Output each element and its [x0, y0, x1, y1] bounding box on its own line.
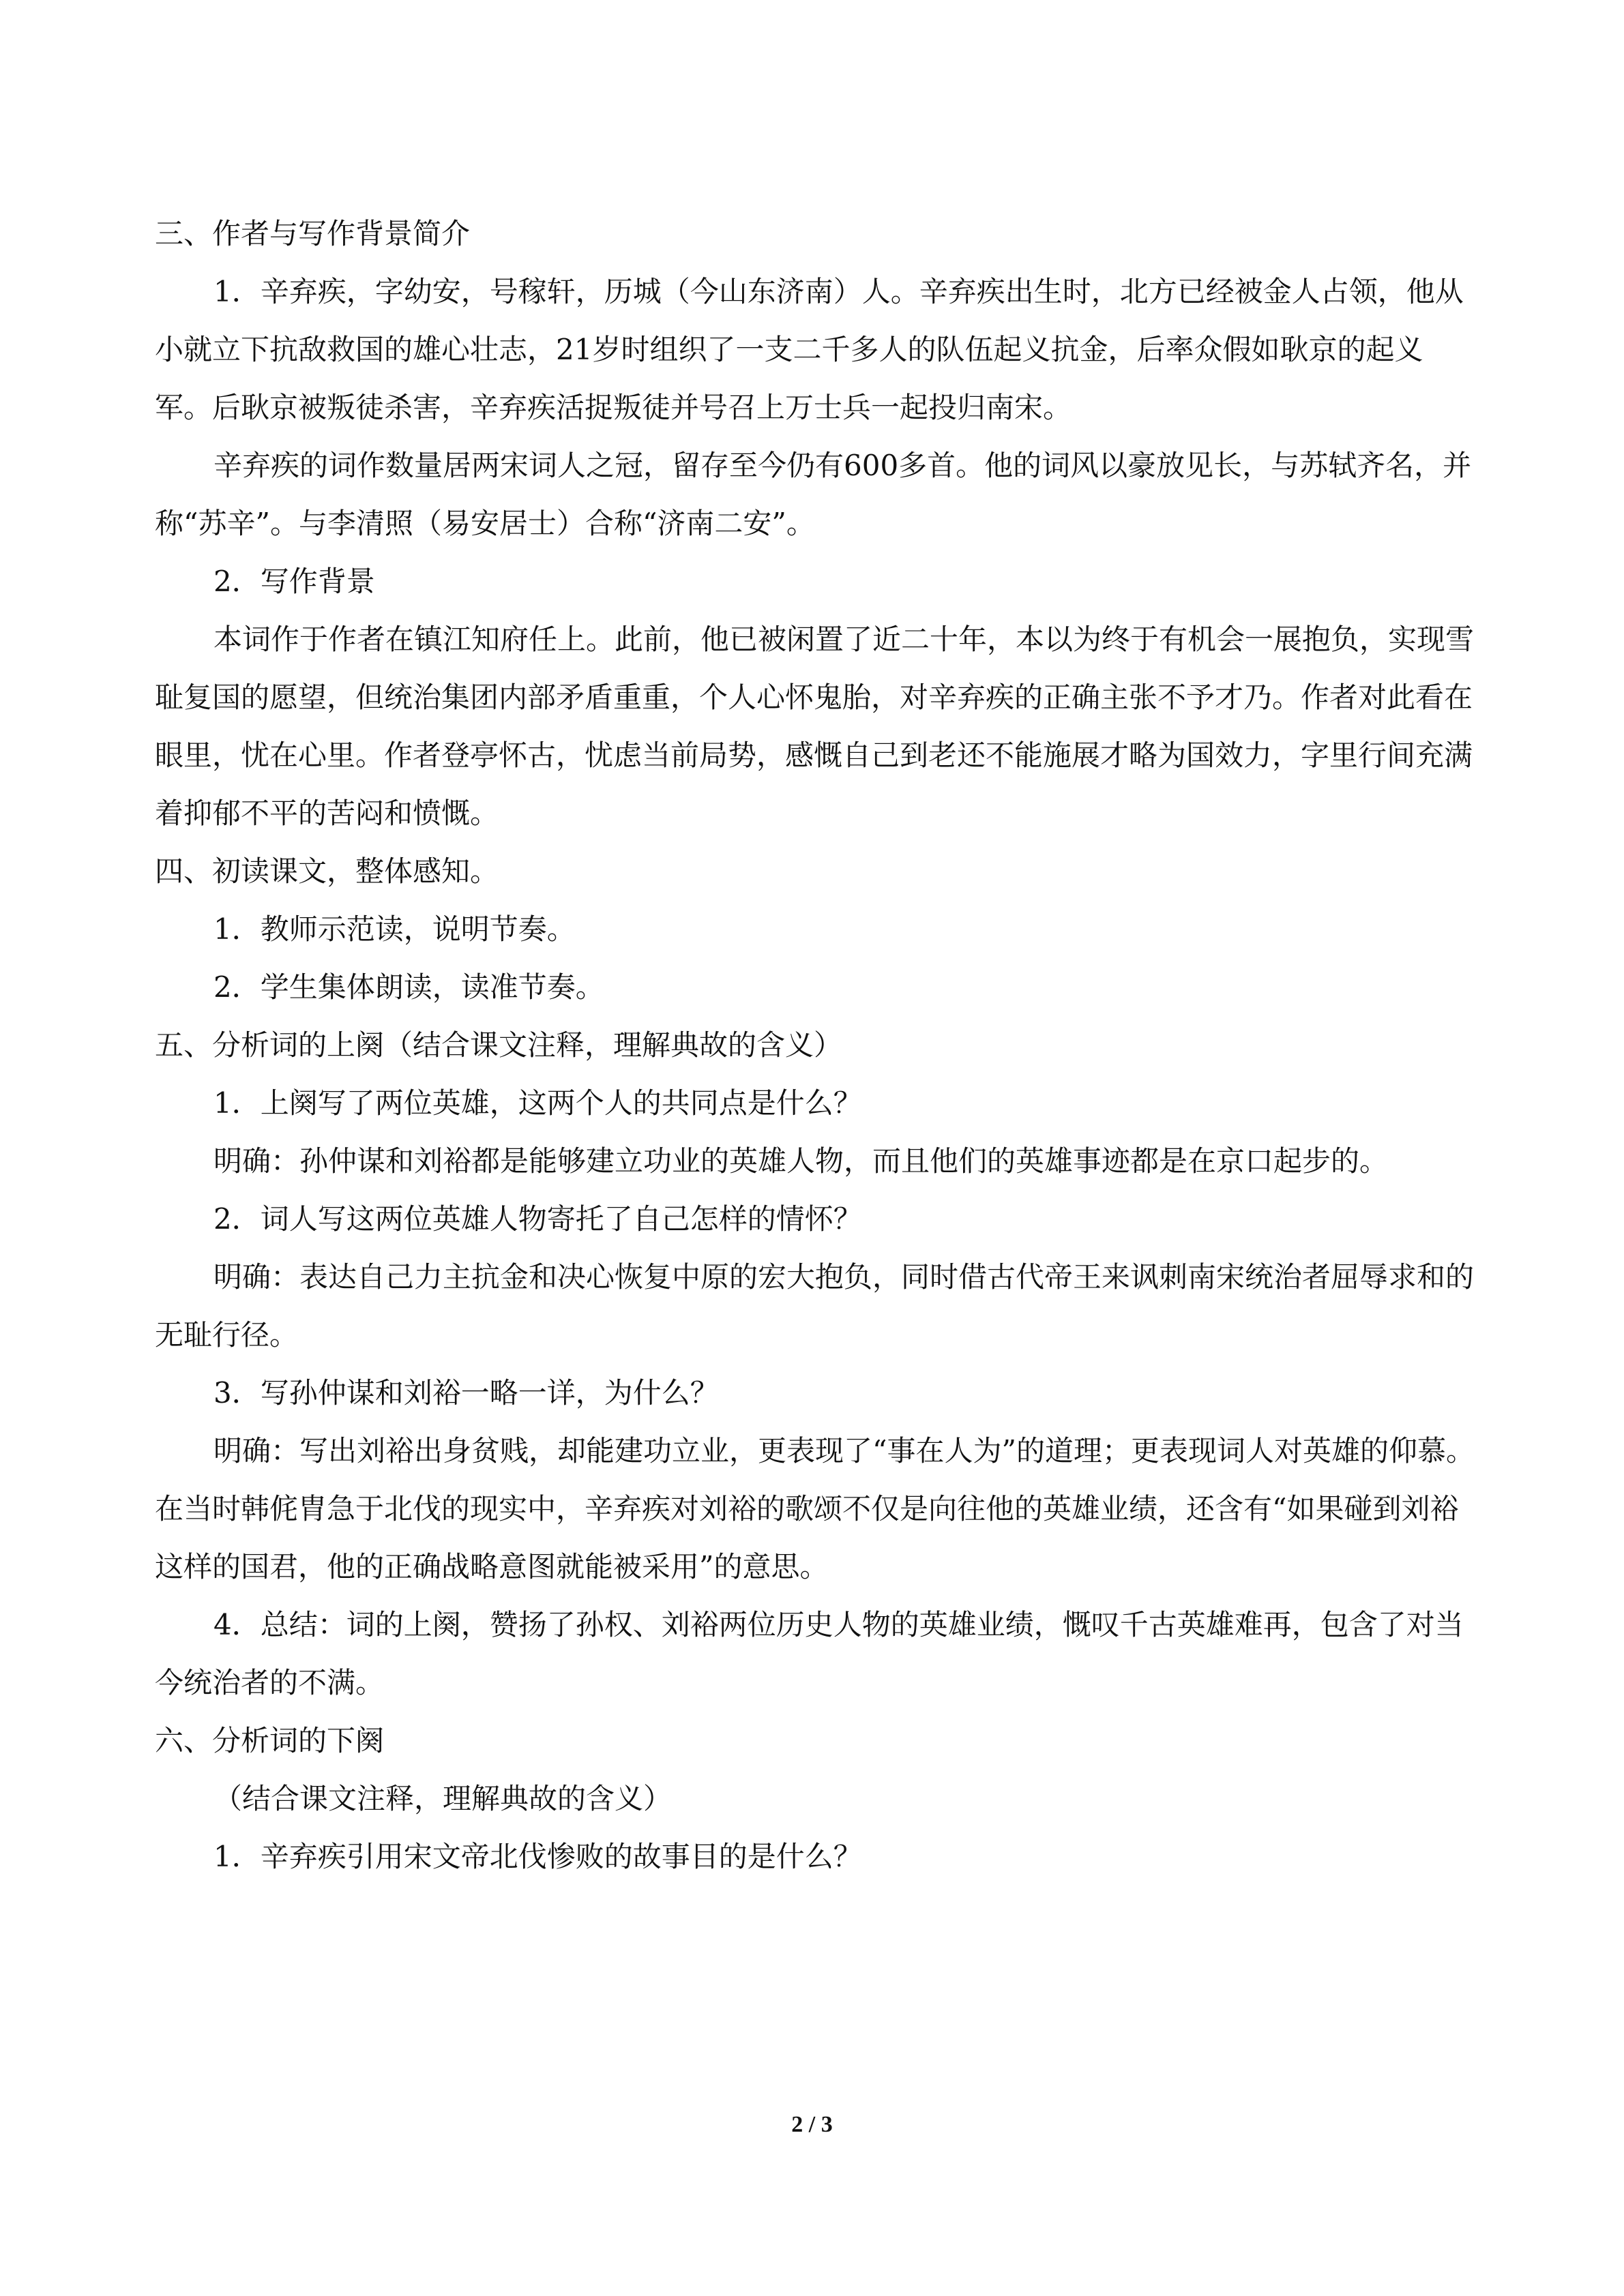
section-5-answer-2: 明确：表达自己力主抗金和决心恢复中原的宏大抱负，同时借古代帝王来讽刺南宋统治者屈辱求和的无耻行径。: [155, 1260, 1475, 1352]
section-3-title: 三、作者与写作背景简介: [155, 217, 471, 250]
section-3-item-2: 2．写作背景: [213, 565, 375, 598]
section-4-title: 四、初读课文，整体感知。: [155, 854, 499, 888]
section-3-item-1: 1．辛弃疾，字幼安，号稼轩，历城（今山东济南）人。辛弃疾出生时，北方已经被金人占领，他从小就立下抗敌救国的雄心壮志，21岁时组织了一支二千多人的队伍起义抗金，后率众假如耿京的起义军。后耿京被叛徒杀害，辛弃疾活捉叛徒并号召上万士兵一起投归南宋。: [155, 275, 1464, 424]
document-body: [155, 205, 1475, 1885]
section-6-note: （结合课文注释，理解典故的含义）: [213, 1782, 673, 1815]
section-5-summary: 4．总结：词的上阕，赞扬了孙权、刘裕两位历史人物的英雄业绩，慨叹千古英雄难再，包含了对当今统治者的不满。: [155, 1608, 1464, 1699]
section-3-paragraph-2: 本词作于作者在镇江知府任上。此前，他已被闲置了近二十年，本以为终于有机会一展抱负，实现雪耻复国的愿望，但统治集团内部矛盾重重，个人心怀鬼胎，对辛弃疾的正确主张不予才乃。作者对此看在眼里，忧在心里。作者登亭怀古，忧虑当前局势，感慨自己到老还不能施展才略为国效力，字里行间充满着抑郁不平的苦闷和愤慨。: [155, 623, 1475, 830]
section-6-title: 六、分析词的下阕: [155, 1724, 385, 1757]
section-3-paragraph-1: 辛弃疾的词作数量居两宋词人之冠，留存至今仍有600多首。他的词风以豪放见长，与苏轼齐名，并称“苏辛”。与李清照（易安居士）合称“济南二安”。: [155, 449, 1472, 540]
section-5-answer-3: 明确：写出刘裕出身贫贱，却能建功立业，更表现了“事在人为”的道理；更表现词人对英雄的仰慕。在当时韩侂胄急于北伐的现实中，辛弃疾对刘裕的歌颂不仅是向往他的英雄业绩，还含有“如果碰到刘裕这样的国君，他的正确战略意图就能被采用”的意思。: [155, 1434, 1475, 1583]
section-4-item-1: 1．教师示范读，说明节奏。: [213, 912, 576, 946]
page-number: 2 / 3: [791, 2112, 833, 2137]
section-5-question-3: 3．写孙仲谋和刘裕一略一详，为什么？: [213, 1376, 719, 1410]
section-4-item-2: 2．学生集体朗读，读准节奏。: [213, 970, 604, 1004]
section-6-question-1: 1．辛弃疾引用宋文帝北伐惨败的故事目的是什么？: [213, 1840, 862, 1873]
section-5-question-1: 1．上阕写了两位英雄，这两个人的共同点是什么？: [213, 1086, 862, 1120]
section-5-answer-1: 明确：孙仲谋和刘裕都是能够建立功业的英雄人物，而且他们的英雄事迹都是在京口起步的。: [213, 1144, 1389, 1178]
section-5-title: 五、分析词的上阕（结合课文注释，理解典故的含义）: [155, 1028, 843, 1062]
section-5-question-2: 2．词人写这两位英雄人物寄托了自己怎样的情怀？: [213, 1202, 862, 1236]
